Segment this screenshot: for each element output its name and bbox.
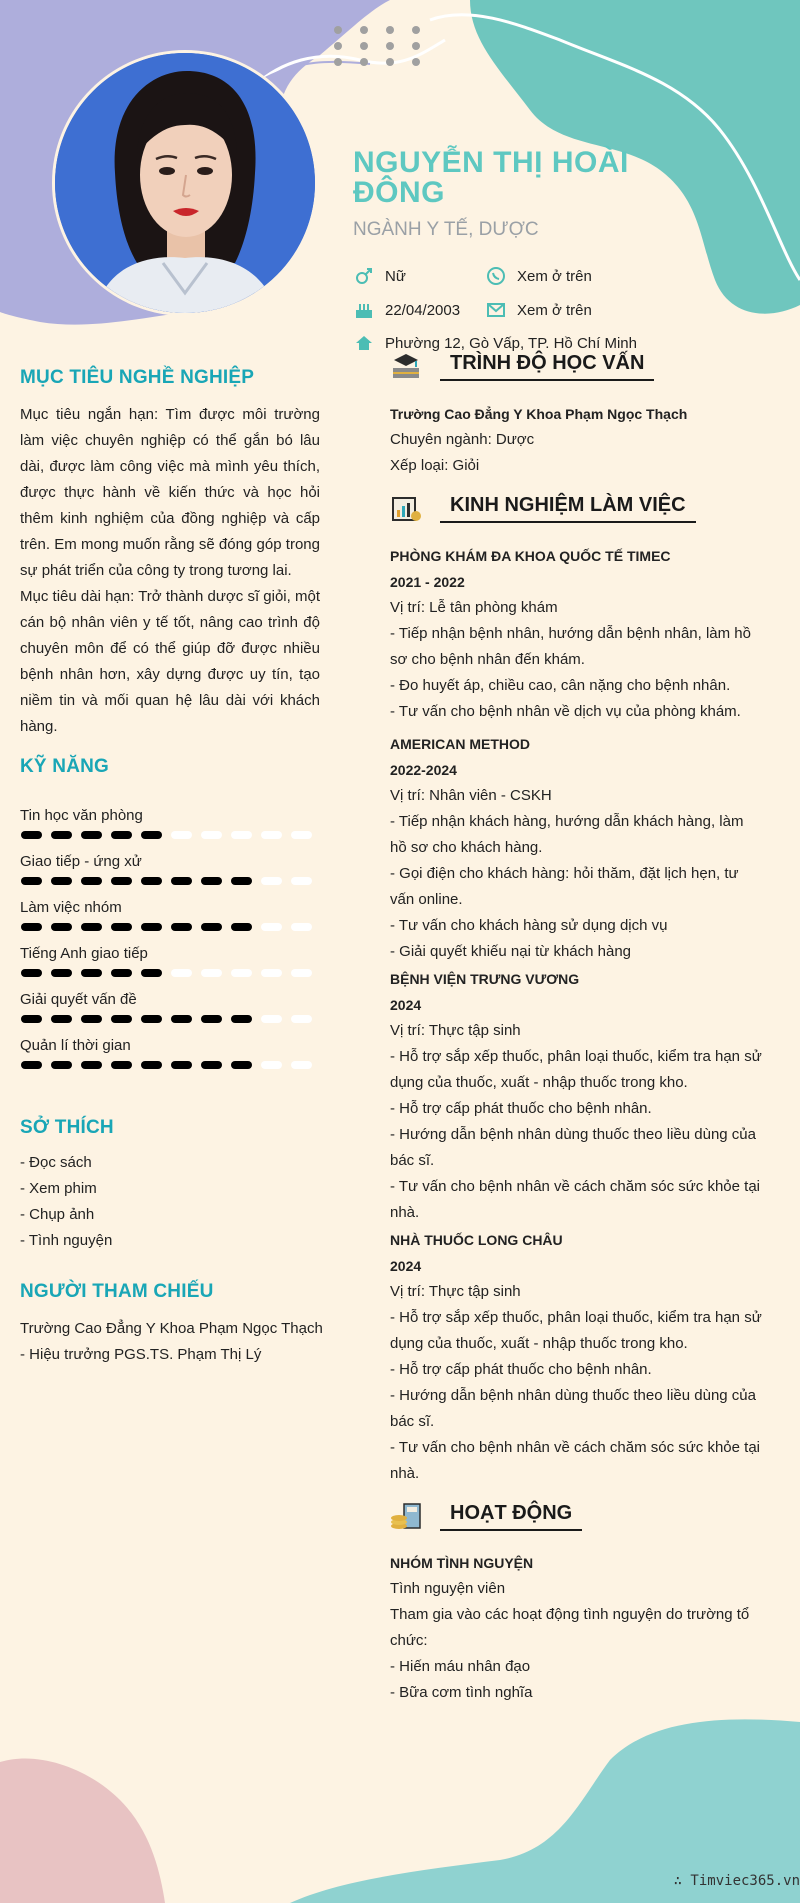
job-duty: - Tư vấn cho khách hàng sử dụng dịch vụ (390, 917, 668, 934)
job-duty: - Hỗ trợ cấp phát thuốc cho bệnh nhân. (390, 1361, 652, 1378)
skill-bar-teamwork (20, 921, 320, 933)
skill-label-communication: Giao tiếp - ứng xử (20, 853, 142, 870)
skill-dash-filled (171, 1061, 192, 1069)
skill-dash-filled (141, 1061, 162, 1069)
info-birthdate (353, 299, 460, 321)
job-period: 2022-2024 (390, 762, 457, 778)
skill-dash-filled (21, 923, 42, 931)
skill-dash-filled (81, 831, 102, 839)
skill-bar-time-management (20, 1059, 320, 1071)
skill-dash-filled (111, 969, 132, 977)
candidate-major: NGÀNH Y TẾ, DƯỢC (353, 219, 539, 240)
activities-title: HOẠT ĐỘNG (440, 1502, 582, 1531)
skill-label-problem-solving: Giải quyết vấn đề (20, 991, 137, 1008)
skill-dash-filled (231, 1015, 252, 1023)
education-school: Trường Cao Đẳng Y Khoa Phạm Ngọc Thạch (390, 406, 688, 422)
skill-dash-filled (81, 877, 102, 885)
skill-dash-filled (141, 877, 162, 885)
activity-line: - Bữa cơm tình nghĩa (390, 1684, 533, 1701)
email-value: Xem ở trên (517, 301, 592, 319)
skill-dash-filled (141, 1015, 162, 1023)
skill-dash-filled (111, 877, 132, 885)
candidate-name: NGUYỄN THỊ HOÀI ĐÔNG (353, 146, 629, 209)
education-header (390, 350, 654, 382)
skill-dash-empty (231, 831, 252, 839)
activities-header (390, 1500, 582, 1532)
job-duty: - Tư vấn cho bệnh nhân về dịch vụ của phòng khám. (390, 703, 741, 720)
graduation-cap-icon (390, 350, 422, 382)
job-duty: - Hỗ trợ cấp phát thuốc cho bệnh nhân. (390, 1100, 652, 1117)
skill-dash-filled (201, 923, 222, 931)
skill-dash-filled (171, 1015, 192, 1023)
hobbies-list (20, 1150, 112, 1254)
job-american-method (390, 731, 762, 965)
job-period: 2024 (390, 997, 422, 1013)
activity-line: - Hiến máu nhân đạo (390, 1658, 531, 1675)
job-duty: - Tư vấn cho bệnh nhân về cách chăm sóc sức khỏe tại nhà. (390, 1178, 761, 1221)
birthday-cake-icon (353, 299, 375, 321)
job-period: 2021 - 2022 (390, 574, 465, 590)
skill-label-time-management: Quản lí thời gian (20, 1037, 131, 1054)
skill-dash-empty (291, 831, 312, 839)
skill-dash-empty (261, 877, 282, 885)
phone-value: Xem ở trên (517, 267, 592, 285)
skill-dash-empty (261, 831, 282, 839)
job-duty: - Hỗ trợ sắp xếp thuốc, phân loại thuốc, kiểm tra hạn sử dụng của thuốc, xuất - nhập thuốc trong kho. (390, 1309, 762, 1352)
coins-calculator-icon (390, 1500, 422, 1532)
skill-label-teamwork: Làm việc nhóm (20, 899, 122, 916)
references-list (20, 1316, 323, 1368)
skill-dash-filled (231, 1061, 252, 1069)
gender-icon (353, 265, 375, 287)
objective-long-term: Mục tiêu dài hạn: Trở thành dược sĩ giỏi, một cán bộ nhân viên y tế tốt, nâng cao trình độ chuyên môn để có thể giúp đỡ được nhiều bệnh nhân hơn, xây dựng được uy tín, tạo niềm tin và mối quan hệ lâu dài với khách hàng. (20, 588, 320, 735)
skill-dash-filled (201, 877, 222, 885)
job-trung-vuong (390, 966, 762, 1226)
skill-dash-filled (51, 969, 72, 977)
skill-dash-empty (171, 831, 192, 839)
skill-dash-filled (51, 877, 72, 885)
skill-dash-empty (171, 969, 192, 977)
skill-dash-filled (171, 877, 192, 885)
skill-dash-filled (51, 1061, 72, 1069)
address-value: Phường 12, Gò Vấp, TP. Hồ Chí Minh (385, 334, 637, 352)
objective-title: MỤC TIÊU NGHỀ NGHIỆP (20, 367, 255, 388)
activities-body (390, 1550, 762, 1706)
hobby-item: - Xem phim (20, 1180, 97, 1197)
skill-dash-filled (81, 969, 102, 977)
skill-dash-empty (291, 969, 312, 977)
skill-bar-english (20, 967, 320, 979)
skill-dash-empty (231, 969, 252, 977)
skill-dash-empty (291, 877, 312, 885)
job-company: PHÒNG KHÁM ĐA KHOA QUỐC TẾ TIMEC (390, 548, 671, 564)
birthdate-value: 22/04/2003 (385, 301, 461, 319)
briefcase-chart-icon (390, 492, 422, 524)
skill-dash-filled (111, 831, 132, 839)
skill-dash-filled (111, 1061, 132, 1069)
hobbies-title: SỞ THÍCH (20, 1117, 114, 1138)
hobby-item: - Tình nguyện (20, 1232, 113, 1249)
skill-dash-filled (81, 1015, 102, 1023)
envelope-icon (485, 299, 507, 321)
reference-line: - Hiệu trưởng PGS.TS. Phạm Thị Lý (20, 1346, 262, 1363)
skill-bar-communication (20, 875, 320, 887)
experience-header (390, 492, 696, 524)
skill-dash-filled (21, 969, 42, 977)
skill-dash-filled (141, 969, 162, 977)
home-icon (353, 332, 375, 354)
job-duty: - Giải quyết khiếu nại từ khách hàng (390, 943, 632, 960)
reference-line: Trường Cao Đẳng Y Khoa Phạm Ngọc Thạch (20, 1320, 323, 1337)
skill-dash-filled (21, 877, 42, 885)
skill-dash-empty (291, 1061, 312, 1069)
objective-text (20, 402, 320, 740)
gender-value: Nữ (385, 267, 406, 285)
skill-dash-filled (171, 923, 192, 931)
job-duty: - Tiếp nhận khách hàng, hướng dẫn khách hàng, làm hồ sơ cho khách hàng. (390, 813, 744, 856)
skill-dash-filled (231, 923, 252, 931)
job-position: Vị trí: Nhân viên - CSKH (390, 787, 552, 804)
skill-dash-empty (291, 1015, 312, 1023)
skill-dash-filled (201, 1015, 222, 1023)
skill-dash-filled (21, 1015, 42, 1023)
skill-dash-filled (51, 923, 72, 931)
job-long-chau (390, 1227, 762, 1487)
education-title: TRÌNH ĐỘ HỌC VẤN (440, 352, 654, 381)
activity-line: Tham gia vào các hoạt động tình nguyện do trường tổ chức: (390, 1606, 750, 1649)
job-company: AMERICAN METHOD (390, 736, 530, 752)
skill-dash-filled (111, 1015, 132, 1023)
skills-title: KỸ NĂNG (20, 756, 110, 777)
skill-dash-empty (201, 831, 222, 839)
job-duty: - Tiếp nhận bệnh nhân, hướng dẫn bệnh nhân, làm hồ sơ cho bệnh nhân đến khám. (390, 625, 751, 668)
job-duty: - Tư vấn cho bệnh nhân về cách chăm sóc sức khỏe tại nhà. (390, 1439, 761, 1482)
job-duty: - Hỗ trợ sắp xếp thuốc, phân loại thuốc, kiểm tra hạn sử dụng của thuốc, xuất - nhập thuốc trong kho. (390, 1048, 762, 1091)
skill-dash-filled (21, 831, 42, 839)
job-duty: - Hướng dẫn bệnh nhân dùng thuốc theo liều dùng của bác sĩ. (390, 1126, 756, 1169)
skill-dash-empty (261, 969, 282, 977)
skill-dash-filled (201, 1061, 222, 1069)
hobby-item: - Đọc sách (20, 1154, 92, 1171)
education-major: Chuyên ngành: Dược (390, 431, 535, 448)
job-period: 2024 (390, 1258, 422, 1274)
skill-dash-filled (111, 923, 132, 931)
skill-dash-filled (81, 1061, 102, 1069)
skill-dash-filled (231, 877, 252, 885)
job-position: Vị trí: Thực tập sinh (390, 1022, 521, 1039)
skill-dash-filled (81, 923, 102, 931)
job-position: Vị trí: Thực tập sinh (390, 1283, 521, 1300)
info-gender (353, 265, 406, 287)
job-duty: - Đo huyết áp, chiều cao, cân nặng cho bệnh nhân. (390, 677, 731, 694)
activity-org: NHÓM TÌNH NGUYỆN (390, 1555, 534, 1571)
watermark: ∴ Timviec365.vn (673, 1873, 800, 1889)
skill-bar-office (20, 829, 320, 841)
skill-dash-empty (261, 1015, 282, 1023)
skill-label-office: Tin học văn phòng (20, 807, 143, 824)
skill-dash-empty (261, 1061, 282, 1069)
experience-title: KINH NGHIỆM LÀM VIỆC (440, 494, 696, 523)
activity-role: Tình nguyện viên (390, 1580, 506, 1597)
info-phone (485, 265, 592, 287)
skill-label-english: Tiếng Anh giao tiếp (20, 945, 148, 962)
references-title: NGƯỜI THAM CHIẾU (20, 1281, 214, 1302)
job-position: Vị trí: Lễ tân phòng khám (390, 599, 558, 616)
info-email (485, 299, 592, 321)
education-grade: Xếp loại: Giỏi (390, 457, 480, 474)
skill-dash-filled (21, 1061, 42, 1069)
skill-dash-filled (51, 1015, 72, 1023)
objective-short-term: Mục tiêu ngắn hạn: Tìm được môi trường làm việc chuyên nghiệp có thể gắn bó lâu dài, được làm công việc mà mình yêu thích, được thực hành về kiến thức và học hỏi thêm kinh nghiệm của đồng nghiệp và cấp trên. Em mong muốn rằng sẽ đóng góp trong sự phát triển của công ty trong tương lai. (20, 406, 320, 579)
job-company: NHÀ THUỐC LONG CHÂU (390, 1232, 563, 1248)
job-company: BỆNH VIỆN TRƯNG VƯƠNG (390, 971, 580, 987)
phone-icon (485, 265, 507, 287)
portrait-illustration (55, 53, 315, 313)
profile-photo (52, 50, 318, 316)
skill-dash-filled (51, 831, 72, 839)
skill-dash-empty (201, 969, 222, 977)
job-duty: - Hướng dẫn bệnh nhân dùng thuốc theo liều dùng của bác sĩ. (390, 1387, 756, 1430)
hobby-item: - Chụp ảnh (20, 1206, 95, 1223)
skill-dash-empty (261, 923, 282, 931)
job-duty: - Gọi điện cho khách hàng: hỏi thăm, đặt lịch hẹn, tư vấn online. (390, 865, 739, 908)
skill-bar-problem-solving (20, 1013, 320, 1025)
skill-dash-empty (291, 923, 312, 931)
job-timec (390, 543, 762, 725)
skill-dash-filled (141, 831, 162, 839)
education-body (390, 401, 762, 479)
skill-dash-filled (141, 923, 162, 931)
